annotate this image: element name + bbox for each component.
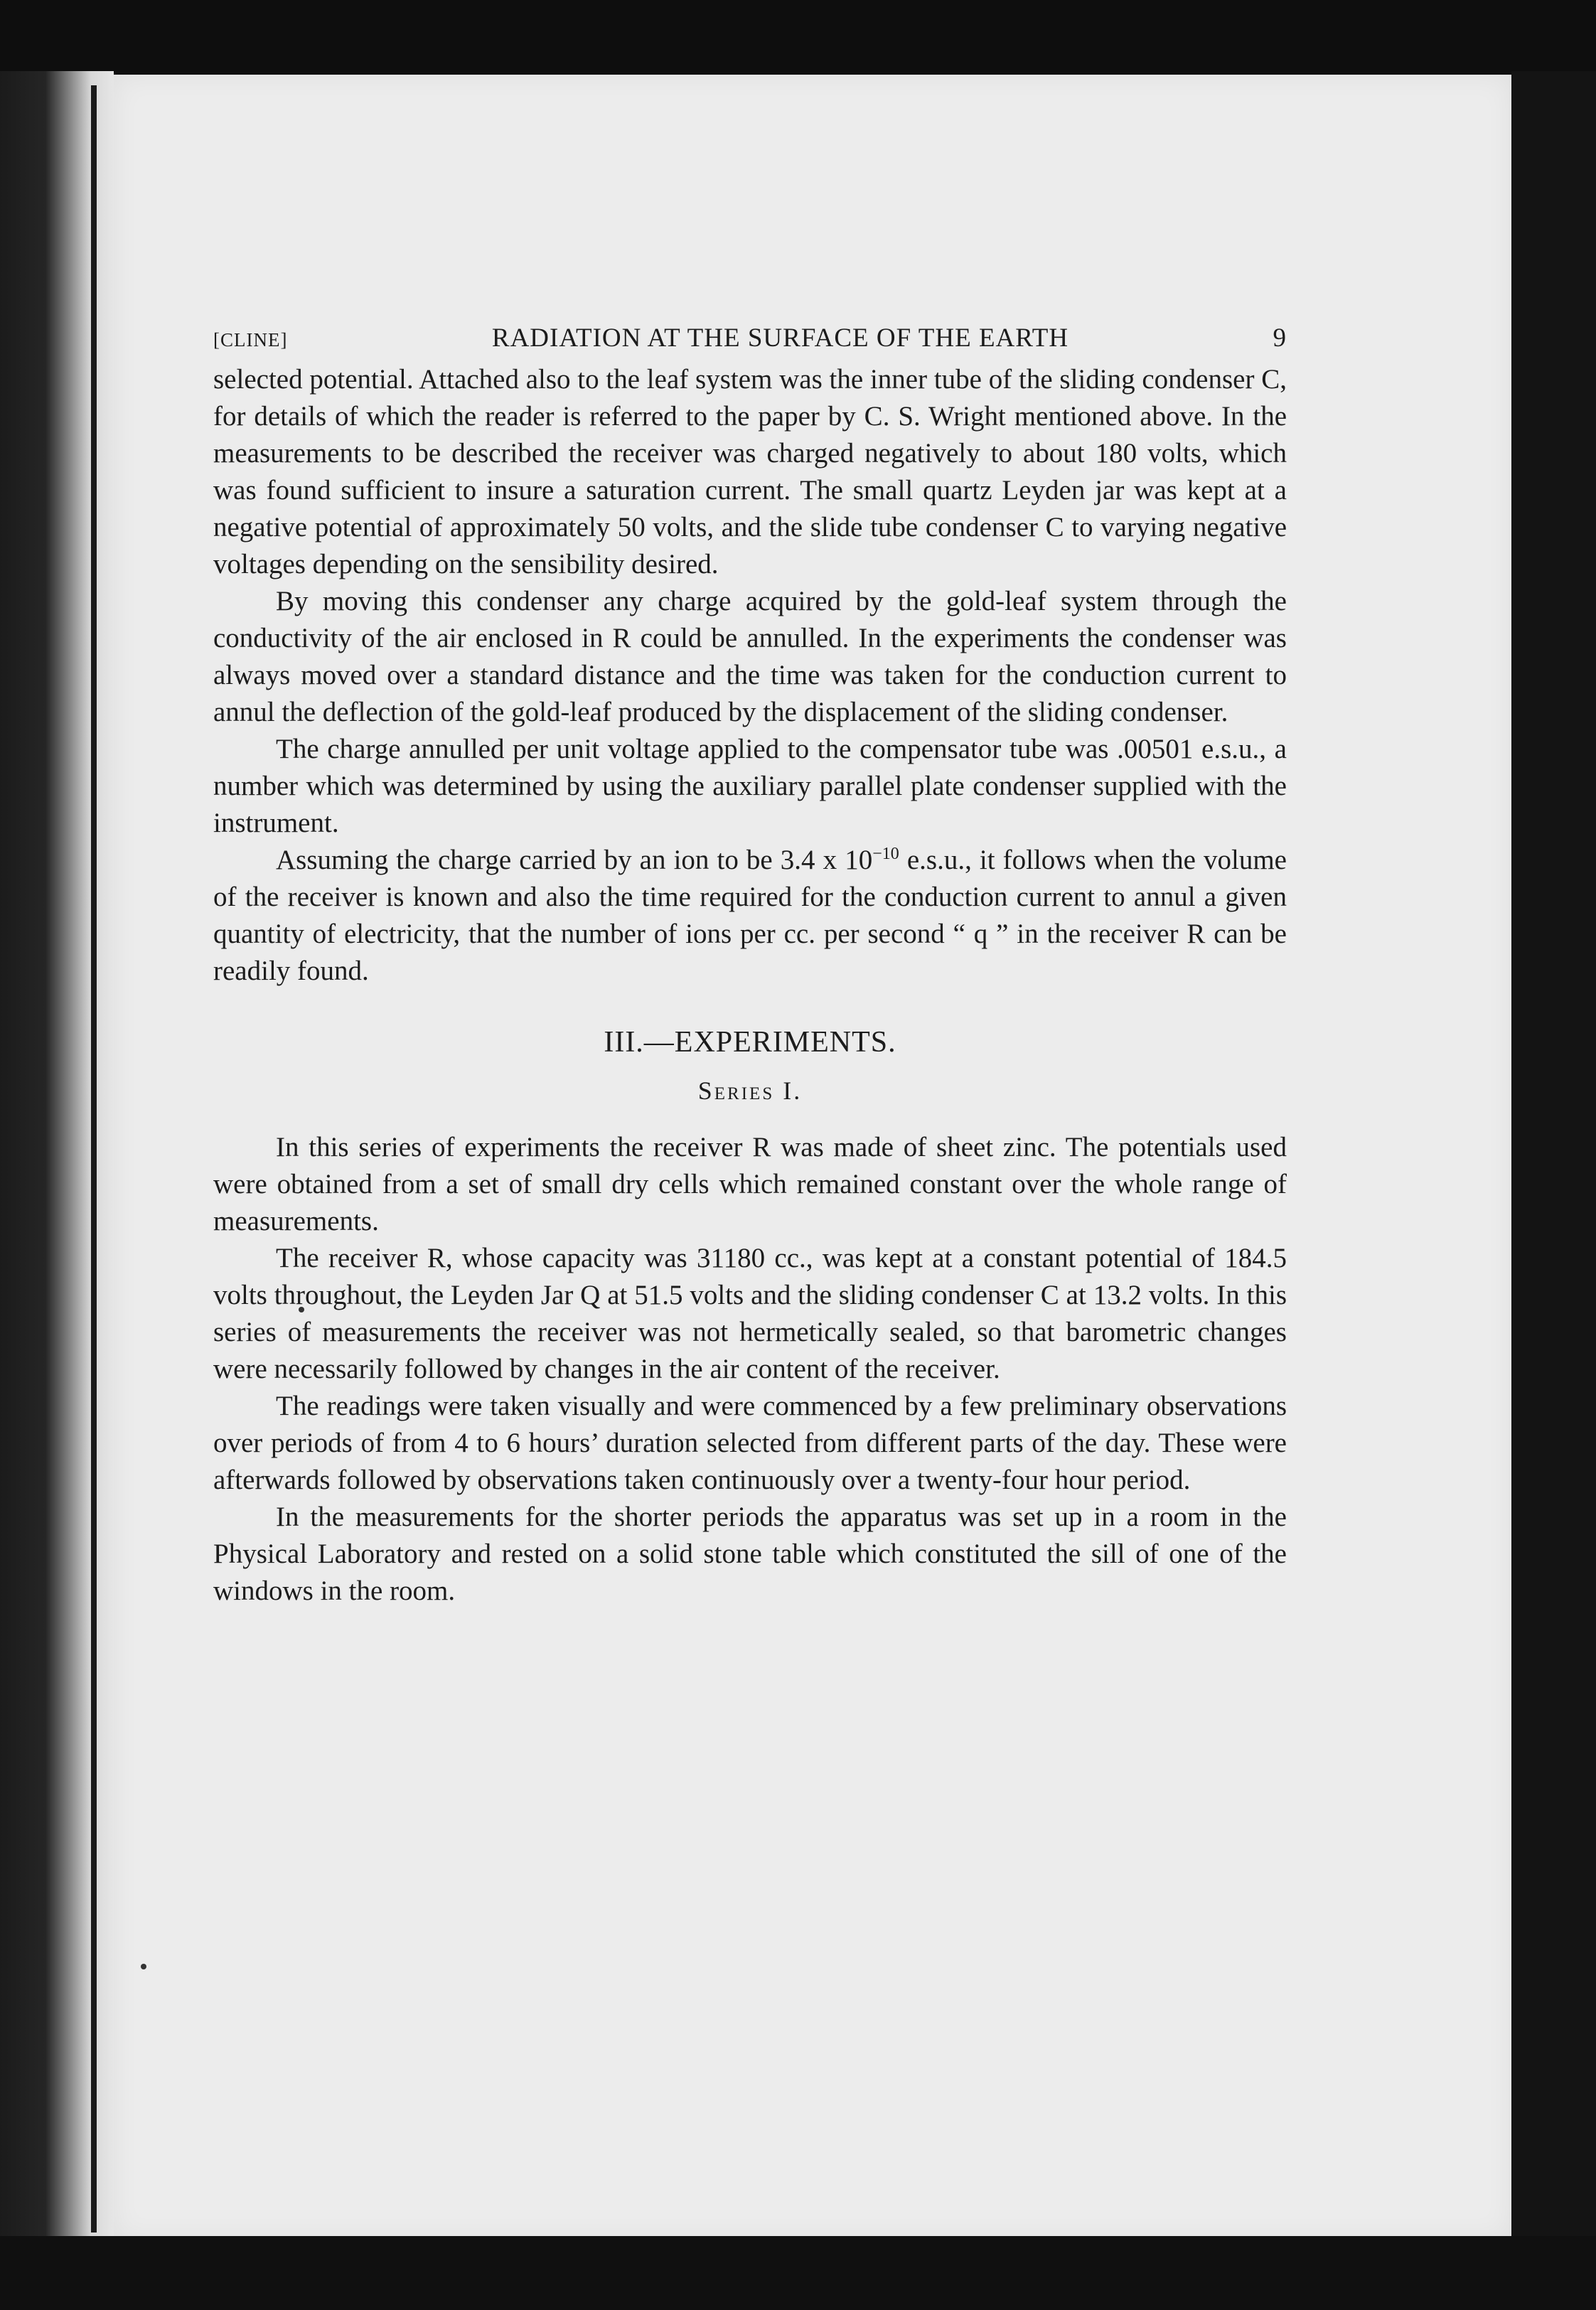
paragraph-1: selected potential. Attached also to the leaf system was the inner tube of the sliding condenser C, for details of which the reader is referred to the paper by C. S. Wright mentioned above. In the measurements to be described the receiver was charged negatively to about 180 volts, which was found sufficient to insure a saturation current. The small quartz Leyden jar was kept at a negative potential of approximately 50 volts, and the slide tube condenser C to varying negative voltages depending on the sensibility desired. xyxy=(213,364,1287,579)
running-head xyxy=(213,320,1287,358)
book-gutter-edge xyxy=(91,85,97,2233)
section-paragraph-4: In the measurements for the shorter periods the apparatus was set up in a room in the Physical Laboratory and rested on a solid stone table which constituted the sill of one of the windows in the room. xyxy=(213,1502,1287,1606)
exponent: −10 xyxy=(872,845,899,863)
scan-border-bottom xyxy=(0,2236,1596,2310)
running-head-title: RADIATION AT THE SURFACE OF THE EARTH xyxy=(491,323,1069,353)
paragraph-2: By moving this condenser any charge acquired by the gold-leaf system through the conductivity of the air enclosed in R could be annulled. In the experiments the condenser was always moved over a standard distance and the time was taken for the conduction current to annul the deflection of the gold-leaf produced by the displacement of the sliding condenser. xyxy=(213,586,1287,727)
section-paragraph-1: In this series of experiments the receiver R was made of sheet zinc. The potentials used were obtained from a set of small dry cells which remained constant over the whole range of measurements. xyxy=(213,1132,1287,1236)
paragraph-3: The charge annulled per unit voltage applied to the compensator tube was .00501 e.s.u., a number which was determined by using the auxiliary parallel plate condenser supplied with the instrument. xyxy=(213,734,1287,838)
section-paragraph-3: The readings were taken visually and were commenced by a few preliminary observations over periods of from 4 to 6 hours’ duration selected from different parts of the day. These were afterwards followed by observations taken continuously over a twenty-four hour period. xyxy=(213,1391,1287,1495)
section-paragraph-2: The receiver R, whose capacity was 31180 cc., was kept at a constant potential of 184.5 volts throughout, the Leyden Jar Q at 51.5 volts and the sliding condenser C at 13.2 volts. In this series of measurements the receiver was not hermetically sealed, so that barometric changes were necessarily followed by changes in the air content of the receiver. xyxy=(213,1243,1287,1384)
text-column xyxy=(213,320,1287,1610)
page-number: 9 xyxy=(1273,323,1287,353)
running-head-author: [CLINE] xyxy=(213,329,288,351)
series-heading: Series I. xyxy=(697,1076,803,1105)
scan-border-left xyxy=(0,71,114,2247)
section-heading: III.—EXPERIMENTS. xyxy=(604,1026,896,1059)
scan-border-top xyxy=(0,0,1596,78)
speck-mark xyxy=(141,1964,146,1969)
paragraph-4: Assuming the charge carried by an ion to be 3.4 x $10^{-10}$ e.s.u., it follows when the volume of the receiver is known and also the time required for the conduction current to annul a given quantity of electricity, that the number of ions per cc. per second “ q ” in the receiver R can be readily found. xyxy=(213,845,1287,986)
scan-border-right xyxy=(1511,71,1596,2247)
